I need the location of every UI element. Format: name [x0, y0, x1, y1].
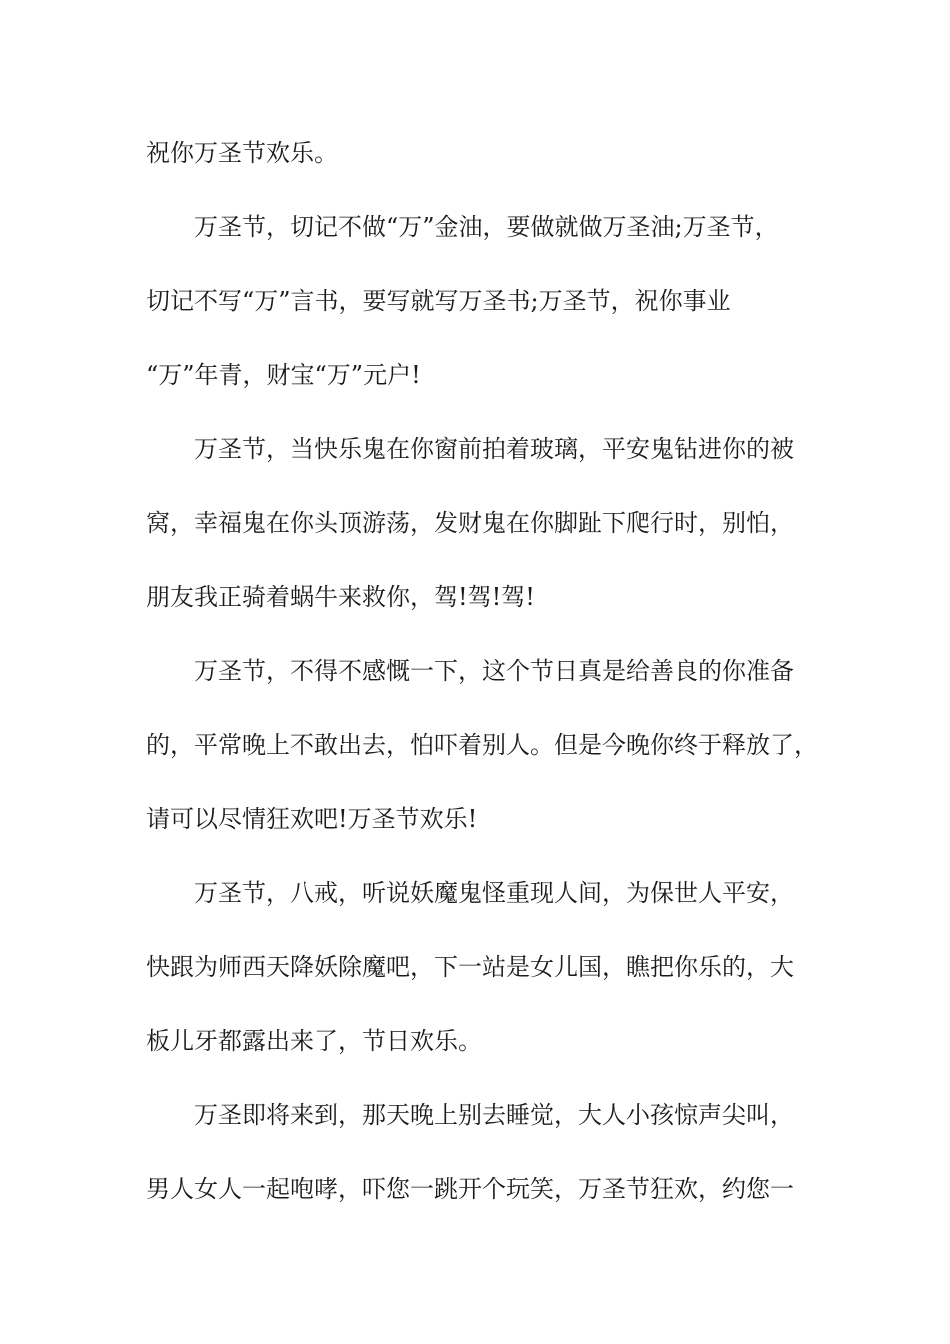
text-line: 板儿牙都露出来了，节日欢乐。	[146, 1027, 482, 1055]
paragraph-first-line: 万圣即将来到，那天晚上别去睡觉，大人小孩惊声尖叫，	[194, 1101, 794, 1129]
text-line: 男人女人一起咆哮，吓您一跳开个玩笑，万圣节狂欢，约您一	[146, 1175, 794, 1203]
text-line: 快跟为师西天降妖除魔吧，下一站是女儿国，瞧把你乐的，大	[146, 953, 794, 981]
text-line: 的，平常晚上不敢出去，怕吓着别人。但是今晚你终于释放了，	[146, 731, 818, 759]
text-line: 请可以尽情狂欢吧!万圣节欢乐!	[146, 805, 478, 833]
text-line: “万”年青，财宝“万”元户!	[146, 361, 421, 389]
text-line: 祝你万圣节欢乐。	[146, 139, 338, 167]
paragraph-first-line: 万圣节，当快乐鬼在你窗前拍着玻璃，平安鬼钻进你的被	[194, 435, 794, 463]
paragraph-first-line: 万圣节，切记不做“万”金油，要做就做万圣油;万圣节，	[194, 213, 779, 241]
paragraph-first-line: 万圣节，不得不感慨一下，这个节日真是给善良的你准备	[194, 657, 794, 685]
text-line: 窝，幸福鬼在你头顶游荡，发财鬼在你脚趾下爬行时，别怕，	[146, 509, 794, 537]
paragraph-first-line: 万圣节，八戒，听说妖魔鬼怪重现人间，为保世人平安，	[194, 879, 794, 907]
text-line: 切记不写“万”言书，要写就写万圣书;万圣节，祝你事业	[146, 287, 731, 315]
text-line: 朋友我正骑着蜗牛来救你，驾!驾!驾!	[146, 583, 535, 611]
